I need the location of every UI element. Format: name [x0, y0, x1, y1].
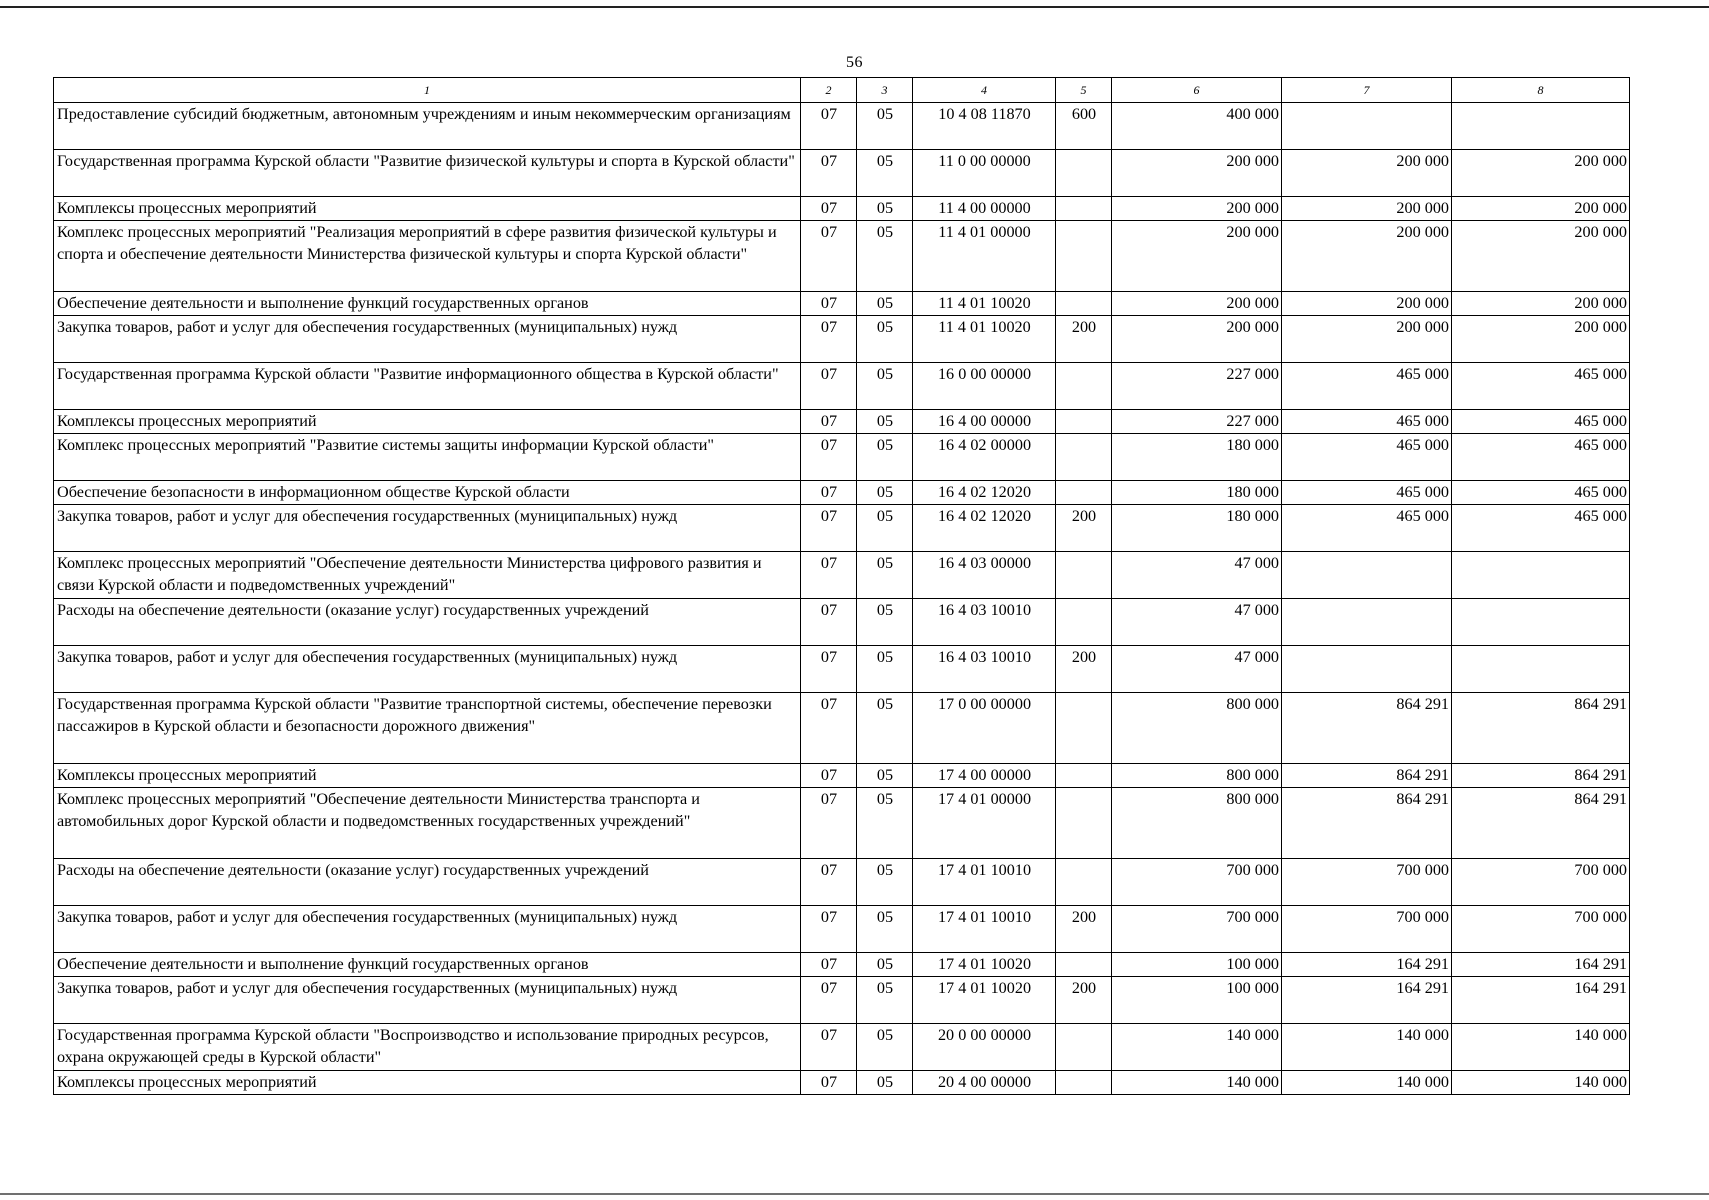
row-amount-col8-cell: 465 000	[1452, 410, 1630, 434]
table-row	[54, 764, 1630, 788]
row-target-article-cell: 11 0 00 00000	[913, 150, 1056, 197]
row-subsection-cell: 05	[857, 363, 913, 410]
row-target-article-cell: 17 0 00 00000	[913, 693, 1056, 764]
row-section-cell: 07	[801, 434, 857, 481]
row-target-article-cell: 17 4 01 10010	[913, 859, 1056, 906]
row-target-article-cell: 11 4 01 10020	[913, 292, 1056, 316]
row-amount-col7-cell: 164 291	[1282, 953, 1452, 977]
table-row	[54, 363, 1630, 410]
row-name-cell: Комплекс процессных мероприятий "Обеспечение деятельности Министерства транспорта и автомобильных дорог Курской области и подведомственных государственных учреждений"	[54, 788, 801, 859]
row-expense-type-cell	[1056, 1024, 1112, 1071]
row-amount-col8-cell	[1452, 103, 1630, 150]
row-amount-col7-cell	[1282, 646, 1452, 693]
row-target-article-cell: 20 4 00 00000	[913, 1071, 1056, 1095]
row-amount-col7-cell	[1282, 103, 1452, 150]
row-section-cell: 07	[801, 410, 857, 434]
row-expense-type-cell: 200	[1056, 646, 1112, 693]
row-amount-col6-cell: 700 000	[1112, 859, 1282, 906]
row-amount-col6-cell: 140 000	[1112, 1024, 1282, 1071]
row-target-article-cell: 16 4 03 10010	[913, 646, 1056, 693]
row-amount-col7-cell	[1282, 552, 1452, 599]
row-target-article-cell: 10 4 08 11870	[913, 103, 1056, 150]
row-target-article-cell: 16 4 03 10010	[913, 599, 1056, 646]
row-section-cell: 07	[801, 859, 857, 906]
row-target-article-cell: 20 0 00 00000	[913, 1024, 1056, 1071]
row-target-article-cell: 16 4 00 00000	[913, 410, 1056, 434]
row-expense-type-cell	[1056, 481, 1112, 505]
row-name-cell: Комплекс процессных мероприятий "Обеспечение деятельности Министерства цифрового развития и связи Курской области и подведомственных учреждений"	[54, 552, 801, 599]
row-name-cell: Обеспечение безопасности в информационном обществе Курской области	[54, 481, 801, 505]
column-header: 1	[54, 78, 801, 103]
row-section-cell: 07	[801, 693, 857, 764]
row-amount-col6-cell: 200 000	[1112, 197, 1282, 221]
row-amount-col6-cell: 140 000	[1112, 1071, 1282, 1095]
row-amount-col7-cell: 864 291	[1282, 788, 1452, 859]
row-section-cell: 07	[801, 316, 857, 363]
row-subsection-cell: 05	[857, 646, 913, 693]
table-row	[54, 150, 1630, 197]
column-header: 2	[801, 78, 857, 103]
row-amount-col6-cell: 200 000	[1112, 221, 1282, 292]
row-name-cell: Комплексы процессных мероприятий	[54, 764, 801, 788]
row-name-cell: Закупка товаров, работ и услуг для обеспечения государственных (муниципальных) нужд	[54, 646, 801, 693]
row-section-cell: 07	[801, 599, 857, 646]
table-row	[54, 1071, 1630, 1095]
row-name-cell: Комплекс процессных мероприятий "Развитие системы защиты информации Курской области"	[54, 434, 801, 481]
column-number-header-row	[54, 78, 1630, 103]
row-amount-col8-cell: 465 000	[1452, 363, 1630, 410]
row-target-article-cell: 17 4 01 10020	[913, 977, 1056, 1024]
row-target-article-cell: 11 4 00 00000	[913, 197, 1056, 221]
row-expense-type-cell	[1056, 150, 1112, 197]
row-name-cell: Закупка товаров, работ и услуг для обеспечения государственных (муниципальных) нужд	[54, 906, 801, 953]
row-subsection-cell: 05	[857, 788, 913, 859]
row-amount-col7-cell: 700 000	[1282, 859, 1452, 906]
row-expense-type-cell	[1056, 599, 1112, 646]
scan-bottom-edge	[0, 1193, 1709, 1195]
row-amount-col8-cell: 200 000	[1452, 150, 1630, 197]
row-target-article-cell: 16 4 02 12020	[913, 481, 1056, 505]
row-expense-type-cell	[1056, 693, 1112, 764]
row-amount-col8-cell: 465 000	[1452, 505, 1630, 552]
row-amount-col6-cell: 100 000	[1112, 977, 1282, 1024]
row-section-cell: 07	[801, 552, 857, 599]
row-target-article-cell: 16 0 00 00000	[913, 363, 1056, 410]
row-name-cell: Государственная программа Курской области "Развитие транспортной системы, обеспечение перевозки пассажиров в Курской области и безопасности дорожного движения"	[54, 693, 801, 764]
row-amount-col8-cell: 864 291	[1452, 764, 1630, 788]
row-amount-col6-cell: 800 000	[1112, 788, 1282, 859]
row-target-article-cell: 17 4 00 00000	[913, 764, 1056, 788]
column-header: 4	[913, 78, 1056, 103]
row-expense-type-cell	[1056, 434, 1112, 481]
row-section-cell: 07	[801, 788, 857, 859]
row-amount-col6-cell: 700 000	[1112, 906, 1282, 953]
row-amount-col6-cell: 200 000	[1112, 292, 1282, 316]
row-amount-col7-cell: 465 000	[1282, 410, 1452, 434]
row-name-cell: Закупка товаров, работ и услуг для обеспечения государственных (муниципальных) нужд	[54, 316, 801, 363]
row-section-cell: 07	[801, 1071, 857, 1095]
row-section-cell: 07	[801, 764, 857, 788]
table-row	[54, 977, 1630, 1024]
row-section-cell: 07	[801, 221, 857, 292]
row-amount-col6-cell: 200 000	[1112, 150, 1282, 197]
row-amount-col8-cell: 200 000	[1452, 292, 1630, 316]
row-expense-type-cell	[1056, 363, 1112, 410]
row-subsection-cell: 05	[857, 221, 913, 292]
row-subsection-cell: 05	[857, 316, 913, 363]
row-amount-col8-cell: 200 000	[1452, 197, 1630, 221]
table-row	[54, 292, 1630, 316]
row-section-cell: 07	[801, 646, 857, 693]
column-header: 7	[1282, 78, 1452, 103]
row-name-cell: Расходы на обеспечение деятельности (оказание услуг) государственных учреждений	[54, 859, 801, 906]
table-row	[54, 103, 1630, 150]
page-number: 56	[846, 54, 863, 71]
row-expense-type-cell: 200	[1056, 505, 1112, 552]
row-name-cell: Предоставление субсидий бюджетным, автономным учреждениям и иным некоммерческим организациям	[54, 103, 801, 150]
table-row	[54, 316, 1630, 363]
row-amount-col7-cell: 200 000	[1282, 316, 1452, 363]
row-amount-col7-cell: 200 000	[1282, 292, 1452, 316]
row-section-cell: 07	[801, 481, 857, 505]
table-row	[54, 505, 1630, 552]
table-row	[54, 646, 1630, 693]
row-subsection-cell: 05	[857, 859, 913, 906]
row-amount-col8-cell: 864 291	[1452, 788, 1630, 859]
row-name-cell: Комплексы процессных мероприятий	[54, 410, 801, 434]
row-subsection-cell: 05	[857, 292, 913, 316]
column-header: 6	[1112, 78, 1282, 103]
row-expense-type-cell	[1056, 953, 1112, 977]
row-amount-col8-cell: 465 000	[1452, 481, 1630, 505]
row-amount-col6-cell: 400 000	[1112, 103, 1282, 150]
table-row	[54, 953, 1630, 977]
row-amount-col6-cell: 47 000	[1112, 646, 1282, 693]
row-subsection-cell: 05	[857, 599, 913, 646]
row-amount-col8-cell	[1452, 552, 1630, 599]
row-amount-col6-cell: 180 000	[1112, 434, 1282, 481]
row-expense-type-cell	[1056, 788, 1112, 859]
row-amount-col8-cell: 164 291	[1452, 977, 1630, 1024]
row-amount-col8-cell: 164 291	[1452, 953, 1630, 977]
row-subsection-cell: 05	[857, 505, 913, 552]
row-name-cell: Государственная программа Курской области "Развитие физической культуры и спорта в Курской области"	[54, 150, 801, 197]
row-expense-type-cell: 200	[1056, 977, 1112, 1024]
column-header: 8	[1452, 78, 1630, 103]
row-expense-type-cell	[1056, 859, 1112, 906]
row-amount-col8-cell: 465 000	[1452, 434, 1630, 481]
row-amount-col6-cell: 227 000	[1112, 363, 1282, 410]
table-row	[54, 906, 1630, 953]
row-amount-col8-cell	[1452, 599, 1630, 646]
row-amount-col7-cell: 140 000	[1282, 1024, 1452, 1071]
row-amount-col6-cell: 180 000	[1112, 481, 1282, 505]
row-section-cell: 07	[801, 505, 857, 552]
row-amount-col6-cell: 800 000	[1112, 764, 1282, 788]
table-row	[54, 552, 1630, 599]
row-name-cell: Закупка товаров, работ и услуг для обеспечения государственных (муниципальных) нужд	[54, 977, 801, 1024]
row-subsection-cell: 05	[857, 552, 913, 599]
row-name-cell: Обеспечение деятельности и выполнение функций государственных органов	[54, 292, 801, 316]
row-subsection-cell: 05	[857, 764, 913, 788]
row-name-cell: Комплекс процессных мероприятий "Реализация мероприятий в сфере развития физической культуры и спорта и обеспечение деятельности Министерства физической культуры и спорта Курской области"	[54, 221, 801, 292]
row-amount-col8-cell: 140 000	[1452, 1071, 1630, 1095]
row-subsection-cell: 05	[857, 693, 913, 764]
table-row	[54, 434, 1630, 481]
row-target-article-cell: 16 4 02 12020	[913, 505, 1056, 552]
row-section-cell: 07	[801, 197, 857, 221]
row-section-cell: 07	[801, 1024, 857, 1071]
row-amount-col8-cell: 700 000	[1452, 859, 1630, 906]
row-name-cell: Закупка товаров, работ и услуг для обеспечения государственных (муниципальных) нужд	[54, 505, 801, 552]
row-subsection-cell: 05	[857, 410, 913, 434]
row-subsection-cell: 05	[857, 197, 913, 221]
scan-top-edge	[0, 6, 1709, 8]
row-target-article-cell: 11 4 01 00000	[913, 221, 1056, 292]
row-subsection-cell: 05	[857, 977, 913, 1024]
row-name-cell: Комплексы процессных мероприятий	[54, 197, 801, 221]
row-amount-col7-cell: 700 000	[1282, 906, 1452, 953]
row-target-article-cell: 17 4 01 00000	[913, 788, 1056, 859]
row-amount-col6-cell: 800 000	[1112, 693, 1282, 764]
row-amount-col6-cell: 200 000	[1112, 316, 1282, 363]
table-row	[54, 599, 1630, 646]
budget-table	[53, 77, 1630, 1095]
row-amount-col6-cell: 100 000	[1112, 953, 1282, 977]
row-section-cell: 07	[801, 292, 857, 316]
row-name-cell: Государственная программа Курской области "Развитие информационного общества в Курской области"	[54, 363, 801, 410]
row-amount-col6-cell: 227 000	[1112, 410, 1282, 434]
column-header: 3	[857, 78, 913, 103]
row-amount-col7-cell: 465 000	[1282, 363, 1452, 410]
row-amount-col7-cell: 164 291	[1282, 977, 1452, 1024]
row-expense-type-cell: 600	[1056, 103, 1112, 150]
row-subsection-cell: 05	[857, 1071, 913, 1095]
row-amount-col8-cell: 200 000	[1452, 221, 1630, 292]
row-target-article-cell: 17 4 01 10020	[913, 953, 1056, 977]
row-subsection-cell: 05	[857, 481, 913, 505]
row-amount-col7-cell	[1282, 599, 1452, 646]
row-subsection-cell: 05	[857, 906, 913, 953]
row-amount-col7-cell: 200 000	[1282, 197, 1452, 221]
row-amount-col7-cell: 200 000	[1282, 221, 1452, 292]
table-row	[54, 1024, 1630, 1071]
row-section-cell: 07	[801, 103, 857, 150]
row-subsection-cell: 05	[857, 150, 913, 197]
table-row	[54, 693, 1630, 764]
row-amount-col7-cell: 200 000	[1282, 150, 1452, 197]
row-subsection-cell: 05	[857, 953, 913, 977]
row-expense-type-cell: 200	[1056, 316, 1112, 363]
row-amount-col7-cell: 465 000	[1282, 434, 1452, 481]
row-target-article-cell: 11 4 01 10020	[913, 316, 1056, 363]
row-name-cell: Комплексы процессных мероприятий	[54, 1071, 801, 1095]
table-row	[54, 197, 1630, 221]
table-row	[54, 481, 1630, 505]
row-expense-type-cell	[1056, 1071, 1112, 1095]
table-row	[54, 221, 1630, 292]
row-expense-type-cell	[1056, 764, 1112, 788]
row-expense-type-cell: 200	[1056, 906, 1112, 953]
row-amount-col7-cell: 465 000	[1282, 481, 1452, 505]
row-subsection-cell: 05	[857, 434, 913, 481]
row-amount-col7-cell: 864 291	[1282, 764, 1452, 788]
table-row	[54, 859, 1630, 906]
row-expense-type-cell	[1056, 410, 1112, 434]
row-name-cell: Обеспечение деятельности и выполнение функций государственных органов	[54, 953, 801, 977]
row-amount-col7-cell: 140 000	[1282, 1071, 1452, 1095]
row-amount-col7-cell: 864 291	[1282, 693, 1452, 764]
table-row	[54, 410, 1630, 434]
row-subsection-cell: 05	[857, 103, 913, 150]
row-amount-col8-cell	[1452, 646, 1630, 693]
row-target-article-cell: 17 4 01 10010	[913, 906, 1056, 953]
row-subsection-cell: 05	[857, 1024, 913, 1071]
row-section-cell: 07	[801, 953, 857, 977]
table-row	[54, 788, 1630, 859]
row-amount-col8-cell: 140 000	[1452, 1024, 1630, 1071]
row-section-cell: 07	[801, 363, 857, 410]
row-expense-type-cell	[1056, 197, 1112, 221]
row-expense-type-cell	[1056, 292, 1112, 316]
row-amount-col8-cell: 200 000	[1452, 316, 1630, 363]
row-target-article-cell: 16 4 02 00000	[913, 434, 1056, 481]
row-section-cell: 07	[801, 977, 857, 1024]
row-section-cell: 07	[801, 150, 857, 197]
row-amount-col8-cell: 864 291	[1452, 693, 1630, 764]
row-target-article-cell: 16 4 03 00000	[913, 552, 1056, 599]
row-amount-col6-cell: 180 000	[1112, 505, 1282, 552]
row-expense-type-cell	[1056, 552, 1112, 599]
row-expense-type-cell	[1056, 221, 1112, 292]
table-body	[54, 103, 1630, 1095]
row-name-cell: Государственная программа Курской области "Воспроизводство и использование природных ресурсов, охрана окружающей среды в Курской области"	[54, 1024, 801, 1071]
row-amount-col8-cell: 700 000	[1452, 906, 1630, 953]
row-section-cell: 07	[801, 906, 857, 953]
row-name-cell: Расходы на обеспечение деятельности (оказание услуг) государственных учреждений	[54, 599, 801, 646]
column-header: 5	[1056, 78, 1112, 103]
row-amount-col6-cell: 47 000	[1112, 552, 1282, 599]
row-amount-col6-cell: 47 000	[1112, 599, 1282, 646]
row-amount-col7-cell: 465 000	[1282, 505, 1452, 552]
